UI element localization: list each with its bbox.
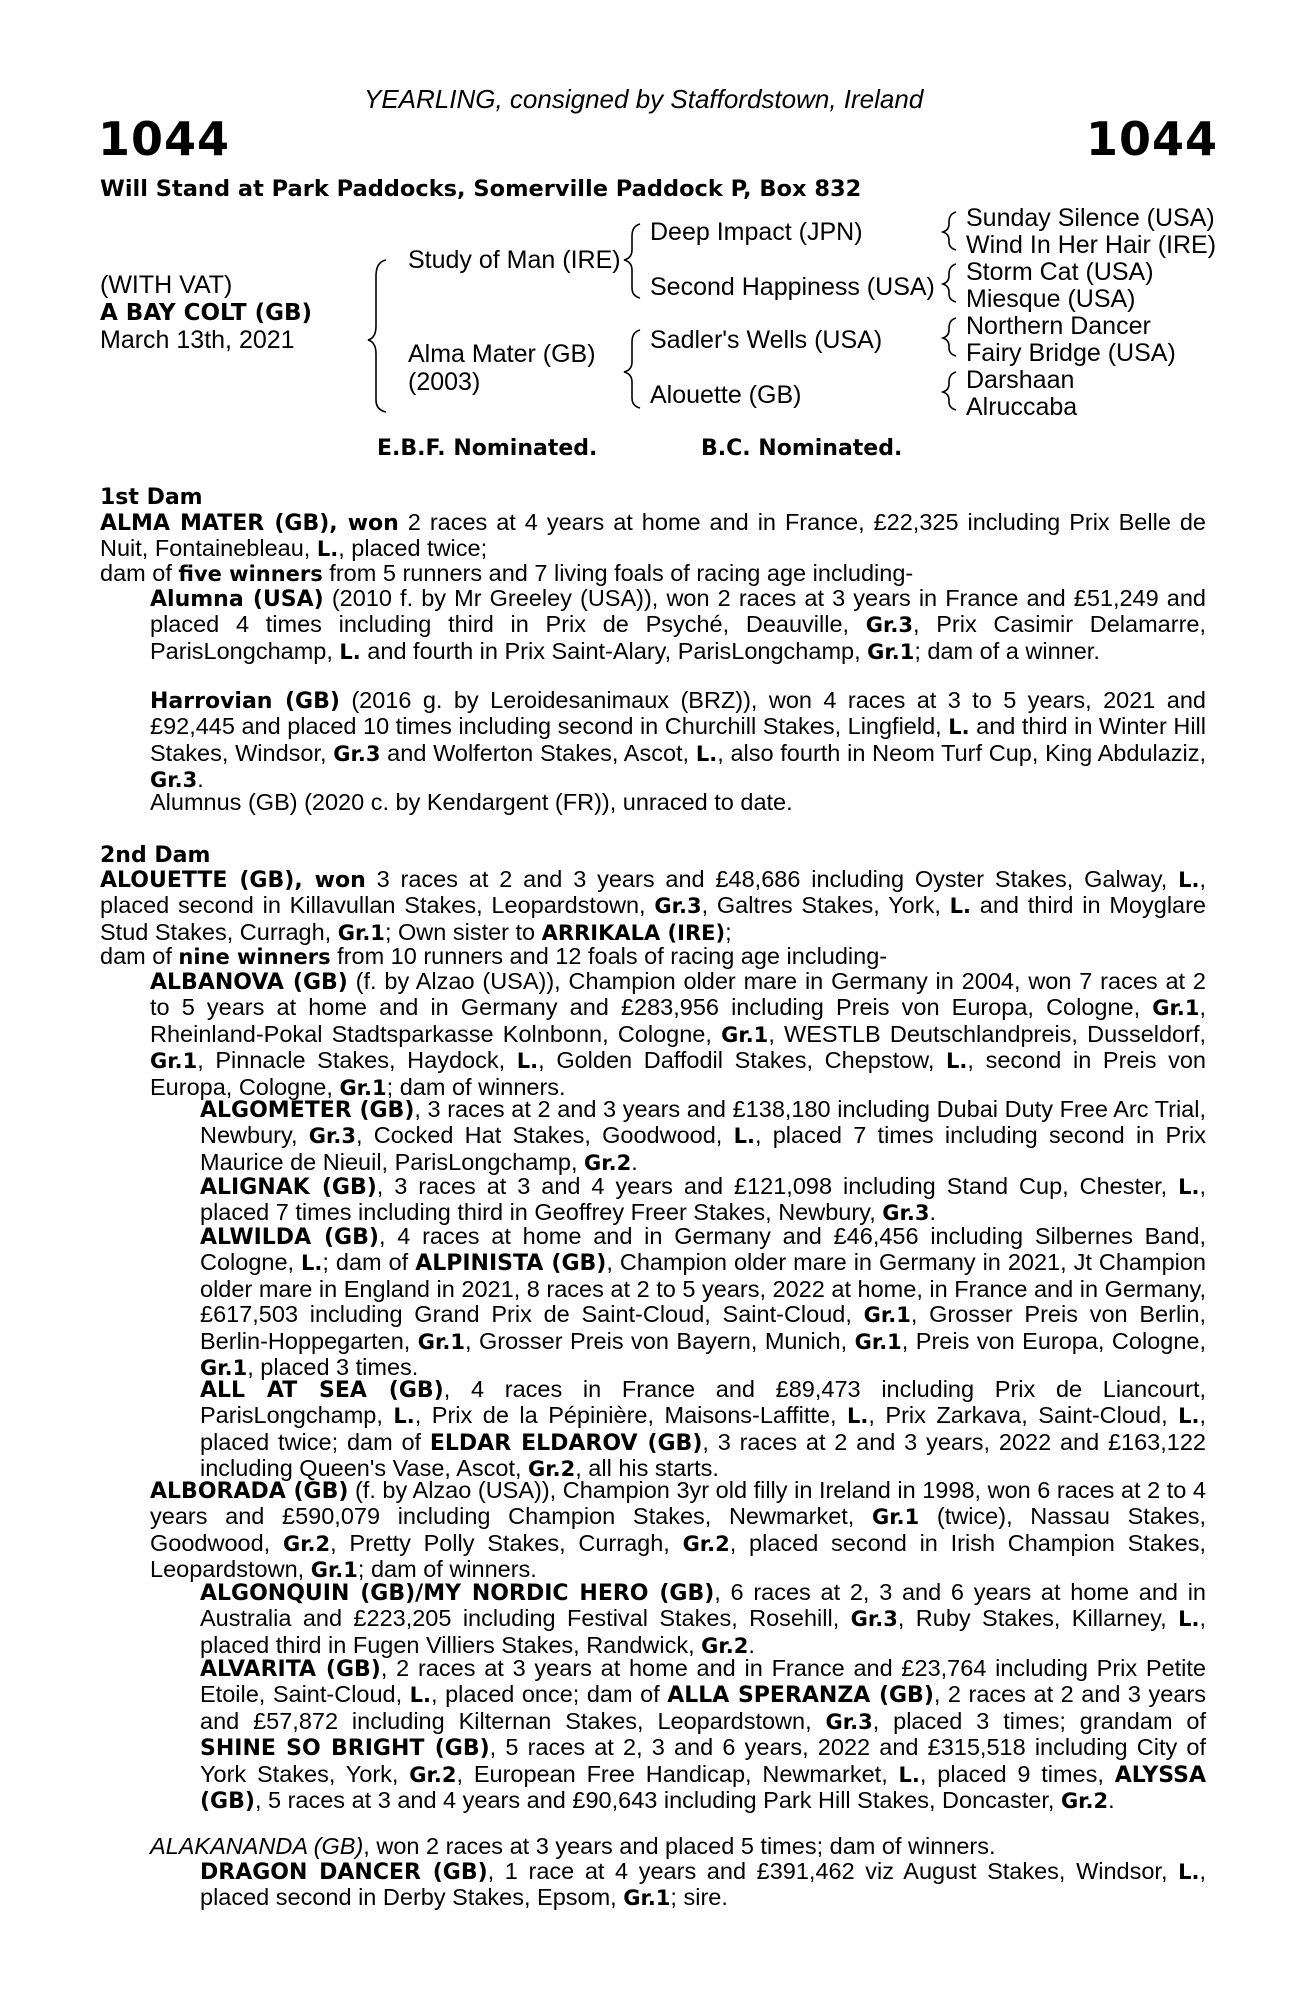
dam: Alma Mater (GB): [408, 340, 596, 368]
harrovian-text-1: (2016 g. by Leroidesanimaux (BRZ)), won 4 races at 3 to 5 years, 2021 and £92,445 and placed 10 times including second in Churchill Stakes, Lingfield,: [150, 687, 1206, 740]
grade-mark: Gr.2: [528, 1457, 576, 1482]
alwilda-text-7: , placed 3 times.: [247, 1354, 419, 1381]
grade-mark: L.: [316, 537, 339, 562]
grade-mark: Gr.2: [682, 1531, 730, 1556]
grade-mark: L.: [946, 1049, 968, 1074]
horse-name: A BAY COLT (GB): [100, 300, 313, 326]
second-dam-text-3: , Galtres Stakes, York,: [701, 892, 950, 919]
grade-mark: L.: [339, 639, 361, 664]
dragon-dancer-text-3: ; sire.: [670, 1884, 728, 1911]
grade-mark: Gr.1: [1152, 996, 1200, 1021]
all-at-sea-text-1: , 4 races in France and £89,473 including Prix de Liancourt, ParisLongchamp,: [200, 1376, 1207, 1429]
grade-mark: L.: [516, 1049, 539, 1074]
sire-dam: Second Happiness (USA): [650, 273, 935, 301]
alwilda-text-5: , Grosser Preis von Bayern, Munich,: [465, 1327, 855, 1354]
alumna-text-2: , Prix Casimir Delamarre, ParisLongchamp,: [150, 611, 1206, 664]
all-at-sea-text-3: , Prix Zarkava, Saint-Cloud,: [868, 1402, 1179, 1429]
alakananda-name: ALAKANANDA (GB): [150, 1833, 364, 1859]
grade-mark: L.: [847, 1404, 869, 1429]
grade-mark: Gr.3: [150, 768, 198, 793]
harrovian-text-3: and Wolferton Stakes, Ascot,: [380, 739, 696, 766]
produce-algometer: [200, 1096, 1206, 1176]
grade-mark: Gr.2: [409, 1762, 457, 1787]
eldar-name: ELDAR ELDAROV (GB): [429, 1430, 703, 1456]
alignak-text-3: .: [929, 1199, 936, 1226]
grade-mark: Gr.1: [150, 1049, 198, 1074]
produce-alvarita: [200, 1655, 1207, 1815]
harrovian-name: Harrovian (GB): [150, 689, 340, 714]
albanova-text-7: ; dam of winners.: [386, 1073, 566, 1100]
ggsire-3: Northern Dancer: [966, 312, 1151, 340]
grade-mark: L.: [1178, 1607, 1200, 1632]
sire-sire: Deep Impact (JPN): [650, 218, 863, 246]
second-dam-text-4: and third in Moyglare Stud Stakes, Curragh,: [100, 892, 1207, 945]
alborada-text-3: , Pretty Polly Stakes, Curragh,: [330, 1529, 683, 1556]
grade-mark: L.: [301, 1251, 323, 1276]
all-at-sea-text-6: , all his starts.: [575, 1455, 719, 1482]
alwilda-text-6: , Preis von Europa, Cologne,: [901, 1327, 1206, 1354]
grade-mark: Gr.3: [850, 1607, 898, 1632]
alborada-text-5: ; dam of winners.: [357, 1556, 537, 1583]
grade-mark: Gr.2: [282, 1531, 331, 1556]
winners-count: five winners: [178, 562, 323, 586]
stand-location: Will Stand at Park Paddocks, Somerville Paddock P, Box 832: [100, 176, 862, 202]
dam-sire: Sadler's Wells (USA): [650, 326, 883, 354]
ggsire-4: Darshaan: [966, 366, 1075, 394]
alumnus-text: Alumnus (GB) (2020 c. by Kendargent (FR)), unraced to date.: [150, 789, 793, 815]
grade-mark: Gr.1: [337, 920, 385, 945]
alla-speranza-name: ALLA SPERANZA (GB): [667, 1683, 934, 1709]
produce-algonquin: [200, 1579, 1206, 1659]
alumna-text-4: ; dam of a winner.: [914, 637, 1100, 664]
alvarita-text-8: , 5 races at 3 and 4 years and £90,643 including Park Hill Stakes, Doncaster,: [254, 1787, 1061, 1814]
lot-number-right: 1044: [1086, 112, 1219, 166]
second-dam-heading: 2nd Dam: [100, 843, 211, 868]
grade-mark: Gr.1: [200, 1356, 248, 1381]
alvarita-text-6: , European Free Handicap, Newmarket,: [456, 1760, 899, 1787]
grade-mark: L.: [695, 741, 718, 766]
dragon-dancer-text-2: , placed second in Derby Stakes, Epsom,: [200, 1858, 1207, 1911]
all-at-sea-text-5: , 3 races at 2 and 3 years, 2022 and £163,122 including Queen's Vase, Ascot,: [200, 1428, 1206, 1482]
second-dam-text-6: ;: [725, 918, 732, 945]
alumna-text-1: (2010 f. by Mr Greeley (USA)), won 2 races at 3 years in France and £51,249 and placed 4 times including third in Prix de Psyché, Deauville,: [150, 585, 1207, 638]
grade-mark: Gr.1: [623, 1886, 671, 1911]
alvarita-text-5: , 5 races at 2, 3 and 6 years, 2022 and £315,518 including City of York Stakes, York,: [200, 1734, 1207, 1787]
ggdam-4: Alruccaba: [966, 393, 1078, 421]
alborada-text-2: (twice), Nassau Stakes, Goodwood,: [150, 1503, 1206, 1556]
sire: Study of Man (IRE): [408, 246, 621, 274]
grade-mark: Gr.3: [308, 1124, 356, 1149]
grade-mark: Gr.3: [333, 741, 381, 766]
grade-mark: L.: [1178, 868, 1200, 892]
first-dam-record: 2 races at 4 years at home and in France, £22,325 including Prix Belle de Nuit, Fontainebleau,: [100, 509, 1206, 562]
alakananda-text-1: , won 2 races at 3 years and placed 5 times; dam of winners.: [363, 1833, 996, 1859]
first-dam-heading: 1st Dam: [100, 485, 203, 510]
grade-mark: L.: [949, 894, 971, 919]
dragon-dancer-name: DRAGON DANCER (GB): [200, 1860, 488, 1885]
grade-mark: Gr.1: [854, 1329, 902, 1354]
sister-name: ARRIKALA (IRE): [541, 920, 726, 945]
bc-nomination: B.C. Nominated.: [701, 436, 903, 461]
first-dam-record-end: , placed twice;: [338, 535, 488, 562]
alborada-text-4: , placed second in Irish Champion Stakes, Leopardstown,: [150, 1529, 1206, 1583]
vat-note: (WITH VAT): [100, 271, 233, 299]
albanova-text-4: , Pinnacle Stakes, Haydock,: [197, 1047, 517, 1074]
dam-dam: Alouette (GB): [650, 381, 802, 409]
first-dam-produce-summary: [100, 561, 1206, 587]
ggdam-1: Wind In Her Hair (IRE): [966, 231, 1217, 259]
algonquin-text-4: .: [748, 1631, 755, 1658]
produce-alumnus: [150, 789, 1206, 815]
dam-year: (2003): [408, 368, 481, 396]
grade-mark: L.: [409, 1683, 432, 1708]
alwilda-text-3: , Champion older mare in Germany in 2021, Jt Champion older mare in England in 2021, 8 races at 2 to 5 years, 2022 at home, in France and in Germany, £617,503 including Grand Prix de Saint-Cloud, Saint-Cloud,: [200, 1249, 1207, 1328]
alvarita-text-3: , 2 races at 2 and 3 years and £57,872 including Kilternan Stakes, Leopardstown,: [200, 1681, 1206, 1734]
ggsire-2: Storm Cat (USA): [966, 258, 1154, 286]
grade-mark: L.: [1178, 1175, 1200, 1199]
ggsire-1: Sunday Silence (USA): [966, 204, 1215, 232]
dam-of-label: dam of: [100, 943, 179, 969]
produce-alakananda: [150, 1833, 1206, 1859]
grade-mark: L.: [1178, 1860, 1200, 1884]
grade-mark: Gr.2: [1060, 1789, 1109, 1814]
grade-mark: L.: [733, 1124, 755, 1149]
grade-mark: Gr.1: [721, 1022, 769, 1047]
algometer-text-4: .: [631, 1148, 638, 1175]
second-dam-text-1: 3 races at 2 and 3 years and £48,686 including Oyster Stakes, Galway,: [365, 866, 1179, 892]
alignak-name: ALIGNAK (GB): [200, 1175, 377, 1200]
grade-mark: Gr.3: [825, 1709, 873, 1734]
all-at-sea-name: ALL AT SEA (GB): [200, 1378, 444, 1403]
albanova-text-1: (f. by Alzao (USA)), Champion older mare in Germany in 2004, won 7 races at 2 to 5 years at home and in Germany and £283,956 including Preis von Europa, Cologne,: [150, 968, 1206, 1021]
grade-mark: Gr.1: [872, 1505, 920, 1530]
grade-mark: Gr.3: [882, 1201, 930, 1226]
algometer-text-3: , placed 7 times including second in Prix Maurice de Nieuil, ParisLongchamp,: [200, 1122, 1206, 1175]
second-dam-name: ALOUETTE (GB): [100, 868, 295, 893]
produce-dragon-dancer: [200, 1858, 1207, 1912]
second-dam-text-5: ; Own sister to: [384, 918, 542, 945]
all-at-sea-text-2: , Prix de la Pépinière, Maisons-Laffitte,: [414, 1402, 847, 1429]
winners-count: nine winners: [178, 945, 331, 969]
grade-mark: Gr.2: [584, 1150, 632, 1175]
alvarita-name: ALVARITA (GB): [200, 1657, 381, 1682]
produce-summary-text: from 5 runners and 7 living foals of racing age including-: [322, 560, 914, 586]
first-dam-entry: ALMA MATER (GB), won 2 races at 4 years at home and in France, £22,325 including Prix Belle de Nuit, Fontainebleau, L., placed twice;: [100, 509, 1206, 562]
harrovian-text-2: and third in Winter Hill Stakes, Windsor,: [150, 713, 1206, 766]
second-dam-text-2: , placed second in Killavullan Stakes, Leopardstown,: [100, 866, 1206, 919]
produce-all-at-sea: [200, 1376, 1207, 1483]
algonquin-text-3: , placed third in Fugen Villiers Stakes, Randwick,: [200, 1605, 1206, 1658]
albanova-text-2: , Rheinland-Pokal Stadtsparkasse Kolnbonn, Cologne,: [150, 994, 1206, 1047]
alwilda-text-1: , 4 races at home and in Germany and £46,456 including Silbernes Band, Cologne,: [200, 1223, 1206, 1276]
grade-mark: L.: [1178, 1404, 1200, 1429]
alwilda-text-2: ; dam of: [322, 1249, 416, 1276]
grade-mark: L.: [393, 1404, 415, 1429]
alumna-text-3: and fourth in Prix Saint-Alary, ParisLongchamp,: [360, 637, 868, 664]
produce-alborada: [150, 1477, 1206, 1584]
albanova-text-5: , Golden Daffodil Stakes, Chepstow,: [538, 1047, 947, 1074]
alborada-name: ALBORADA (GB): [150, 1479, 349, 1504]
ebf-nomination: E.B.F. Nominated.: [377, 436, 598, 461]
grade-mark: Gr.3: [865, 613, 913, 638]
lot-number-left: 1044: [98, 112, 231, 166]
produce-harrovian: [150, 687, 1206, 794]
ggdam-3: Fairy Bridge (USA): [966, 339, 1176, 367]
dam-of-label: dam of: [100, 560, 179, 586]
algonquin-text-1: , 6 races at 2, 3 and 6 years at home and in Australia and £223,205 including Festival Stakes, Rosehill,: [200, 1579, 1206, 1632]
grade-mark: Gr.3: [654, 894, 702, 919]
alvarita-text-7: , placed 9 times,: [919, 1760, 1115, 1787]
alpinista-name: ALPINISTA (GB): [415, 1251, 607, 1277]
grade-mark: Gr.2: [701, 1633, 749, 1658]
won-word: won: [347, 511, 399, 536]
ggdam-2: Miesque (USA): [966, 285, 1136, 313]
alborada-text-1: (f. by Alzao (USA)), Champion 3yr old filly in Ireland in 1998, won 6 races at 2 to 4 years and £590,079 including Champion Stakes, Newmarket,: [150, 1477, 1206, 1530]
alvarita-text-4: , placed 3 times; grandam of: [872, 1707, 1207, 1734]
algometer-text-2: , Cocked Hat Stakes, Goodwood,: [355, 1122, 734, 1149]
alvarita-text-9: .: [1108, 1787, 1115, 1814]
won-word: won: [314, 868, 366, 893]
grade-mark: Gr.1: [417, 1329, 465, 1354]
grade-mark: Gr.1: [310, 1558, 358, 1583]
alignak-text-1: , 3 races at 3 and 4 years and £121,098 including Stand Cup, Chester,: [376, 1173, 1179, 1199]
grade-mark: L.: [948, 715, 970, 740]
algometer-text-1: , 3 races at 2 and 3 years and £138,180 including Dubai Duty Free Arc Trial, Newbury,: [200, 1096, 1206, 1149]
grade-mark: Gr.1: [867, 639, 915, 664]
grade-mark: Gr.1: [339, 1075, 387, 1100]
produce-albanova: [150, 968, 1207, 1101]
first-dam-name: ALMA MATER (GB): [100, 511, 330, 536]
alumna-name: Alumna (USA): [150, 587, 324, 612]
albanova-name: ALBANOVA (GB): [150, 970, 348, 995]
algonquin-name: ALGONQUIN (GB)/MY NORDIC HERO (GB): [200, 1581, 715, 1606]
algometer-name: ALGOMETER (GB): [200, 1098, 415, 1123]
grade-mark: Gr.1: [863, 1303, 911, 1328]
albanova-text-3: , WESTLB Deutschlandpreis, Dusseldorf,: [768, 1020, 1207, 1047]
alignak-text-2: , placed 7 times including third in Geoffrey Freer Stakes, Newbury,: [200, 1173, 1206, 1226]
harrovian-text-4: , also fourth in Neom Turf Cup, King Abdulaziz,: [717, 739, 1206, 766]
alwilda-name: ALWILDA (GB): [200, 1225, 379, 1250]
albanova-text-6: , second in Preis von Europa, Cologne,: [150, 1047, 1206, 1100]
harrovian-text-5: .: [197, 766, 204, 793]
alvarita-text-1: , 2 races at 3 years at home and in France and £23,764 including Prix Petite Etoile, Saint-Cloud,: [200, 1655, 1206, 1708]
produce-alwilda: [200, 1223, 1207, 1381]
shine-so-bright-name: SHINE SO BRIGHT (GB): [200, 1736, 490, 1762]
produce-alignak: [200, 1173, 1206, 1227]
algonquin-text-2: , Ruby Stakes, Killarney,: [897, 1605, 1179, 1632]
foaling-date: March 13th, 2021: [100, 326, 295, 354]
all-at-sea-text-4: , placed twice; dam of: [200, 1402, 1206, 1455]
alwilda-text-4: , Grosser Preis von Berlin, Berlin-Hoppegarten,: [200, 1301, 1206, 1354]
alyssa-name: ALYSSA (GB): [200, 1762, 1207, 1815]
second-dam-entry: ALOUETTE (GB), won 3 races at 2 and 3 years and £48,686 including Oyster Stakes, Galway, L., placed second in Killavullan Stakes, Leopardstown, Gr.3, Galtres Stakes, York, L. and third in Moyglare Stud Stakes, Curragh, Gr.1; Own sister to ARRIKALA (IRE);: [100, 866, 1207, 945]
consignment-line: YEARLING, consigned by Staffordstown, Ireland: [364, 84, 924, 114]
produce-alumna: [150, 585, 1207, 665]
dragon-dancer-text-1: , 1 race at 4 years and £391,462 viz August Stakes, Windsor,: [487, 1858, 1179, 1884]
alvarita-text-2: , placed once; dam of: [431, 1681, 668, 1708]
second-dam-produce-summary: [100, 944, 1206, 970]
produce-summary-text: from 10 runners and 12 foals of racing age including-: [330, 943, 888, 969]
grade-mark: L.: [898, 1762, 920, 1787]
